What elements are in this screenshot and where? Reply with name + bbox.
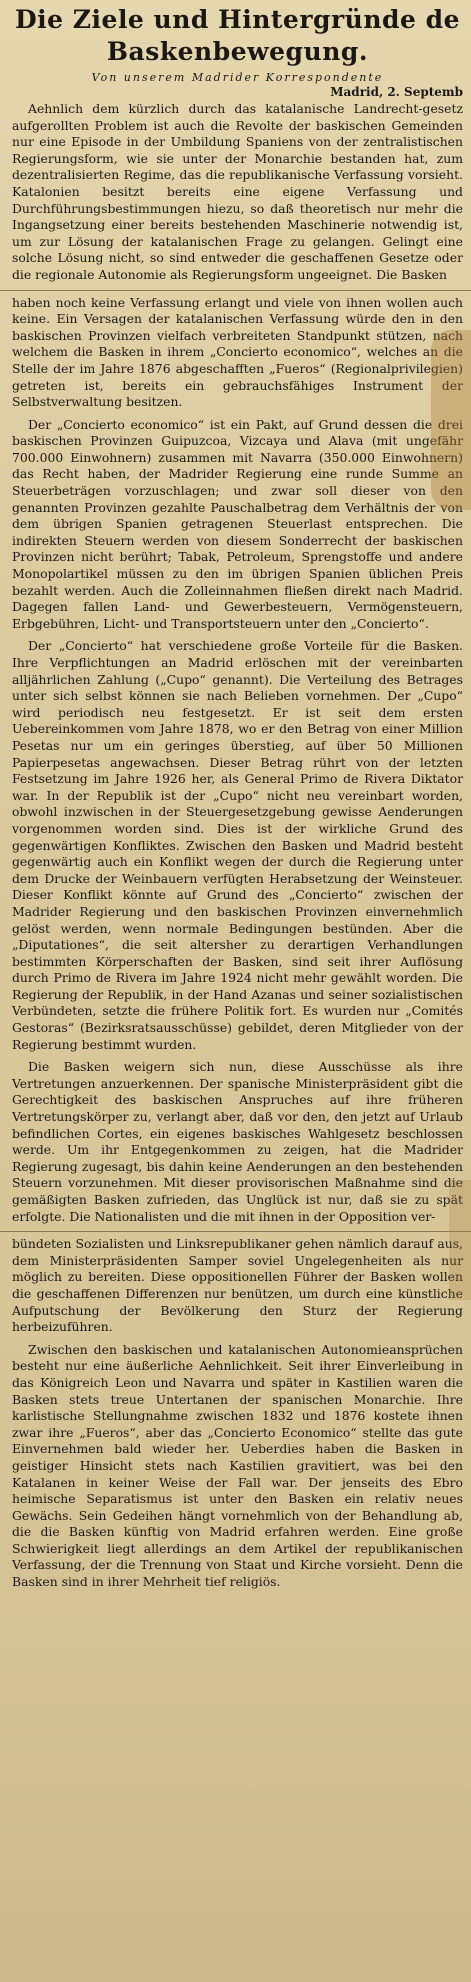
article-dateline: Madrid, 2. Septemb	[330, 85, 463, 99]
clipping-seam	[0, 290, 471, 291]
article-byline: Von unserem Madrider Korrespondente	[91, 71, 384, 84]
article-headline	[12, 4, 463, 68]
article-paragraph: Die Basken weigern sich nun, diese Ausschüsse als ihre Vertretungen anzuerkennen. Der spanische Ministerpräsident gibt die Gerechtigkeit des baskischen Anspruches auf ihre früheren Vertretungskörper zu, verlangt aber, daß vor den, den jetzt auf Urlaub befindlichen Cortes, ein eigenes baskisches Wahlgesetz beschlossen werde. Um ihr Entgegenkommen zu zeigen, hat die Madrider Regierung zugesagt, bis dahin keine Aenderungen an den bestehenden Steuern vorzunehmen. Mit dieser provisorischen Maßnahme sind die gemäßigten Basken zufrieden, das Unglück ist nur, daß sie zu spät erfolgte. Die Nationalisten und die mit ihnen in der Opposition ver-	[12, 1059, 463, 1224]
headline-line-2: Baskenbewegung.	[106, 37, 369, 66]
headline-line-1: Die Ziele und Hintergründe de	[15, 5, 460, 34]
article-paragraph: Der „Concierto“ hat verschiedene große Vorteile für die Basken. Ihre Verpflichtungen an Madrid erlöschen mit der vereinbarten alljährlichen Zahlung („Cupo“ genannt). Die Verteilung des Betrages unter sich selbst können sie nach Belieben vornehmen. Der „Cupo“ wird periodisch neu festgesetzt. Er ist seit dem ersten Uebereinkommen vom Jahre 1878, wo er den Betrag von einer Million Pesetas nur um ein geringes überstieg, auf über 50 Millionen Papierpesetas angewachsen. Dieser Betrag rührt von der letzten Festsetzung im Jahre 1926 her, als General Primo de Rivera Diktator war. In der Republik ist der „Cupo“ nicht neu vereinbart worden, obwohl inzwischen in der Steuergesetzgebung gewisse Aenderungen vorgenommen worden sind. Dies ist der wirkliche Grund des gegenwärtigen Konfliktes. Zwischen den Basken und Madrid besteht gegenwärtig auch ein Konflikt wegen der durch die Regierung unter dem Drucke der Weinbauern verfügten Herabsetzung der Weinsteuer. Dieser Konflikt könnte auf Grund des „Concierto“ zwischen der Madrider Regierung und den baskischen Provinzen einvernehmlich gelöst werden, wenn normale Bedingungen bestünden. Aber die „Diputationes“, die seit altersher zu derartigen Verhandlungen bestimmten Körperschaften der Basken, sind seit ihrer Auflösung durch Primo de Rivera im Jahre 1924 nicht mehr gewählt worden. Die Regierung der Republik, in der Hand Azanas und seiner sozialistischen Verbündeten, setzte die frühere Politik fort. Es wurden nur „Comités Gestoras“ (Bezirksratsausschüsse) gebildet, deren Mitglieder von der Regierung bestimmt wurden.	[12, 638, 463, 1052]
article-paragraph: Der „Concierto economico“ ist ein Pakt, auf Grund dessen die drei baskischen Provinzen Guipuzcoa, Vizcaya und Alava (mit ungefähr 700.000 Einwohnern) zusammen mit Navarra (350.000 Einwohnern) das Recht haben, der Madrider Regierung eine runde Summe an Steuerbeträgen vorzuschlagen; und zwar soll dieser von den genannten Provinzen gezahlte Pauschalbetrag dem Verhältnis der von dem übrigen Spanien getragenen Steuerlast entsprechen. Die indirekten Steuern werden von diesem Sonderrecht der baskischen Provinzen nicht berührt; Tabak, Petroleum, Sprengstoffe und andere Monopolartikel müssen zu den im übrigen Spanien üblichen Preis bezahlt werden. Auch die Zolleinnahmen fließen direkt nach Madrid. Dagegen fallen Land- und Gewerbesteuern, Vermögensteuern, Erbgebühren, Licht- und Transportsteuern unter den „Concierto“.	[12, 416, 463, 631]
paper-stain	[431, 330, 471, 510]
article-paragraph: Zwischen den baskischen und katalanischen Autonomieansprüchen besteht nur eine äußerliche Aehnlichkeit. Seit ihrer Einverleibung in das Königreich Leon und Navarra und später in Kastilien waren die Basken stets treue Untertanen der spanischen Monarchie. Ihre karlistische Stellungnahme zwischen 1832 und 1876 kostete ihnen zwar ihre „Fueros“, aber das „Concierto Economico“ stellte das gute Einvernehmen bald wieder her. Ueberdies haben die Basken in geistiger Hinsicht stets nach Kastilien gravitiert, was bei den Katalanen in keiner Weise der Fall war. Der jenseits des Ebro heimische Separatismus ist unter den Basken ein relativ neues Gewächs. Sein Gedeihen hängt vornehmlich von der Behandlung ab, die die Basken künftig von Madrid erfahren werden. Eine große Schwierigkeit liegt allerdings an dem Artikel der republikanischen Verfassung, der die Trennung von Staat und Kirche vorsieht. Denn die Basken sind in ihrer Mehrheit tief religiös.	[12, 1341, 463, 1590]
article-paragraph: bündeten Sozialisten und Linksrepublikaner gehen nämlich darauf aus, dem Ministerpräsidenten Samper soviel Ungelegenheiten als nur möglich zu bereiten. Diese oppositionellen Führer der Basken wollen die geschaffenen Differenzen nur benützen, um durch eine künstliche Aufputschung der Bevölkerung den Sturz der Regierung herbeizuführen.	[12, 1236, 463, 1335]
clipping-seam	[0, 1231, 471, 1232]
article-paragraph: haben noch keine Verfassung erlangt und viele von ihnen wollen auch keine. Ein Versagen der katalanischen Verfassung würde den in den baskischen Provinzen vielfach verbreiteten Standpunkt stützen, nach welchem die Basken in ihrem „Concierto economico“, welches an die Stelle der im Jahre 1876 abgeschafften „Fueros“ (Regionalprivilegien) getreten ist, bereits ein gebrauchsfähiges Instrument der Selbstverwaltung besitzen.	[12, 294, 463, 410]
paper-stain	[449, 1180, 471, 1300]
article-paragraph: Aehnlich dem kürzlich durch das katalanische Landrecht-gesetz aufgerollten Problem ist auch die Revolte der baskischen Gemeinden nur eine Episode in der Umbildung Spaniens von der zentralistischen Regierungsform, wie sie unter der Monarchie bestanden hat, zum dezentralisierten Regime, das die republikanische Verfassung vorsieht. Katalonien besitzt bereits eine eigene Verfassung und Durchführungsbestimmungen hiezu, so daß theoretisch nur mehr die Ingangsetzung einer bereits bestehenden Maschinerie notwendig ist, um zur Lösung der katalanischen Frage zu gelangen. Gelingt eine solche Lösung nicht, so sind entweder die geschaffenen Gesetze oder die regionale Autonomie als Regierungsform ungeeignet. Die Basken	[12, 101, 463, 282]
